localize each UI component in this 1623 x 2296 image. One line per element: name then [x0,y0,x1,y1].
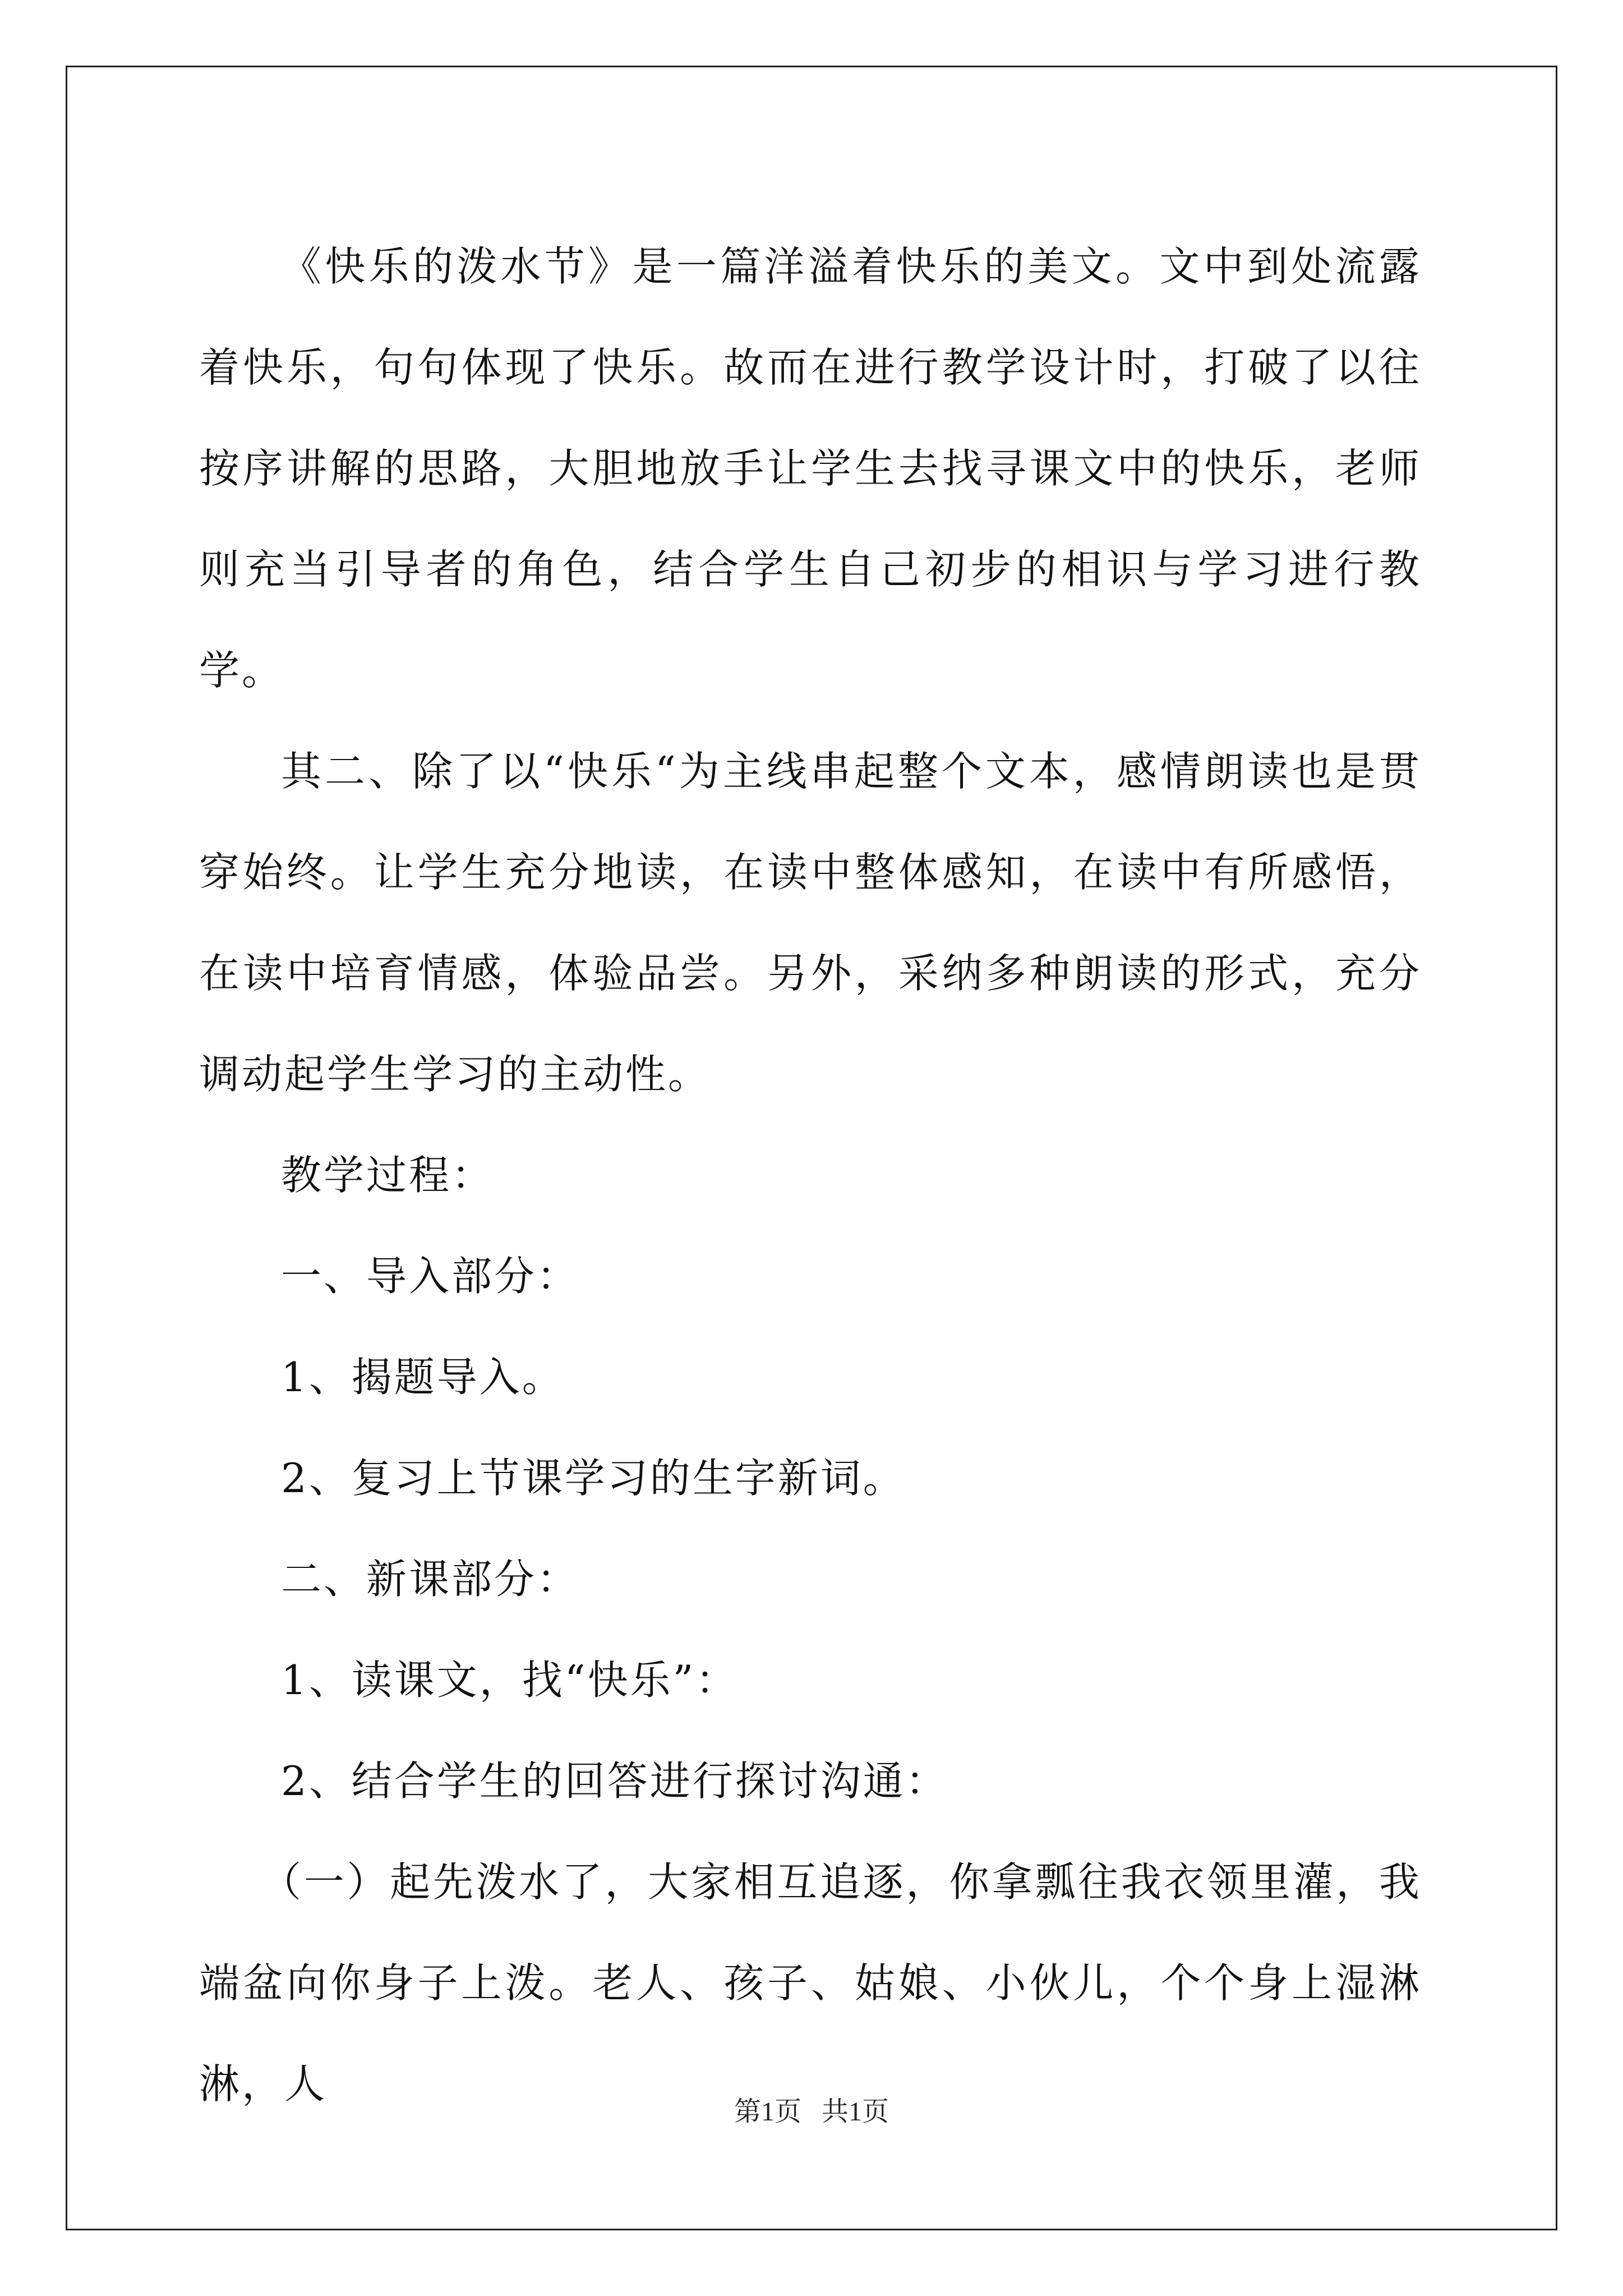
document-body [199,216,1422,2134]
paragraph-subsection-one: （一）起先泼水了，大家相互追逐，你拿瓢往我衣领里灌，我端盆向你身子上泼。老人、孩子、姑娘、小伙儿，个个身上湿淋淋，人 [199,1858,1422,2108]
page-footer [0,2090,1623,2128]
list-item: 2、结合学生的回答进行探讨沟通： [281,1757,948,1805]
total-pages: 共1页 [822,2097,889,2127]
paragraph-second: 其二、除了以“快乐“为主线串起整个文本，感情朗读也是贯穿始终。让学生充分地读，在读中整体感知，在读中有所感悟，在读中培育情感，体验品尝。另外，采纳多种朗读的形式，充分调动起学生学习的主动性。 [199,748,1422,1098]
list-item: 1、揭题导入。 [281,1354,565,1401]
page-number: 第1页 [734,2097,801,2127]
list-item: 2、复习上节课学习的生字新词。 [281,1455,906,1502]
heading-section-one: 一、导入部分： [281,1253,580,1300]
list-item: 1、读课文，找“快乐”： [281,1657,739,1704]
heading-teaching-process: 教学过程： [281,1152,495,1199]
paragraph-intro: 《快乐的泼水节》是一篇洋溢着快乐的美文。文中到处流露着快乐，句句体现了快乐。故而在进行教学设计时，打破了以往按序讲解的思路，大胆地放手让学生去找寻课文中的快乐，老师则充当引导者的角色，结合学生自己初步的相识与学习进行教学。 [199,243,1422,694]
heading-section-two: 二、新课部分： [281,1556,580,1603]
